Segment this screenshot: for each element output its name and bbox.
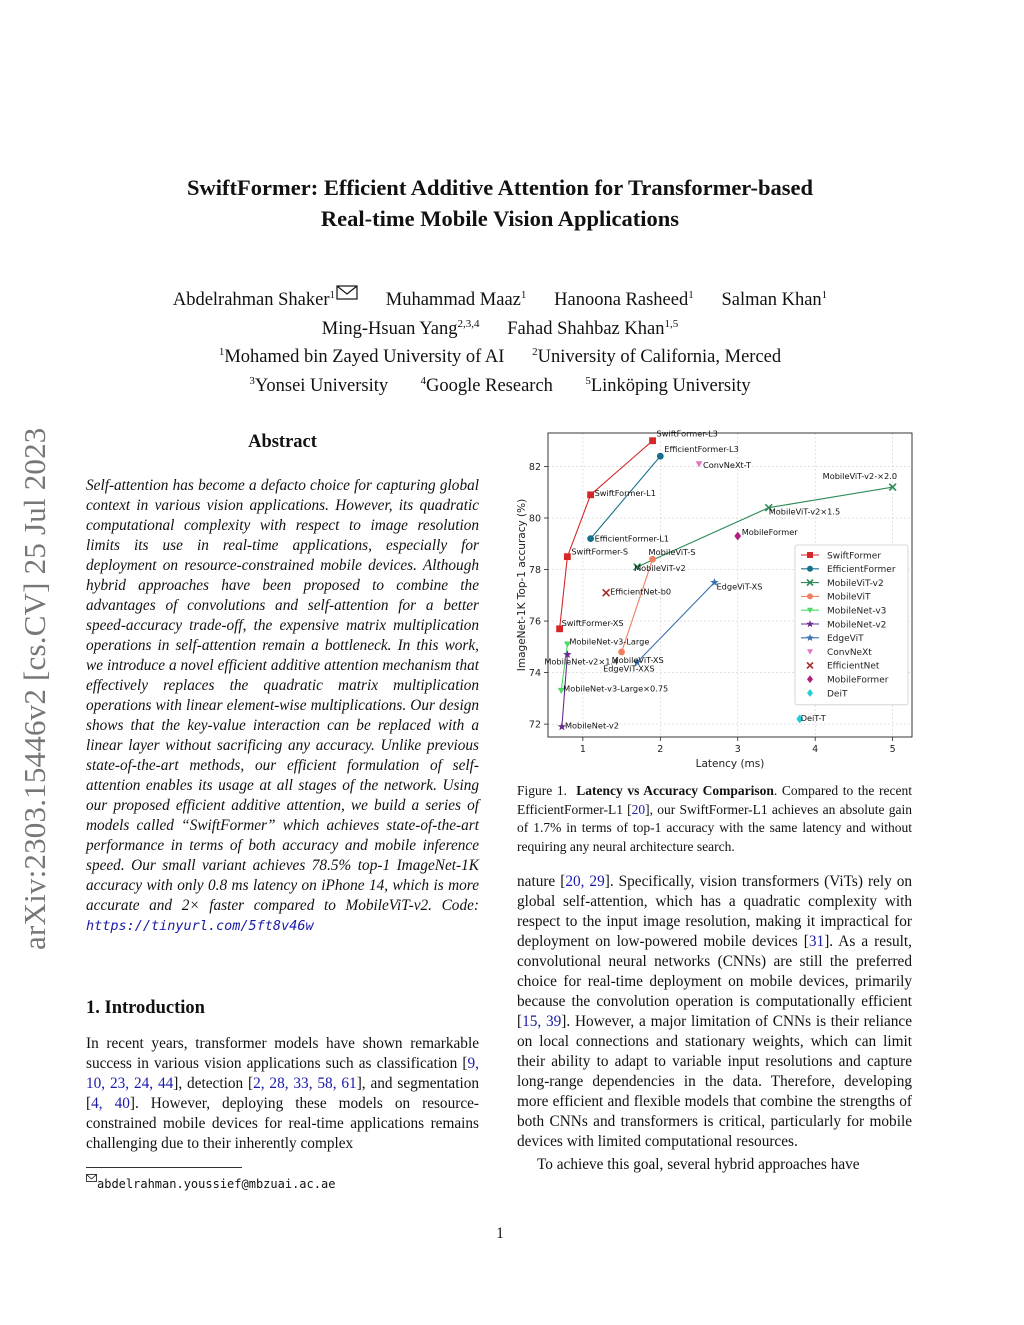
- affiliation: Mohamed bin Zayed University of AI: [224, 347, 505, 368]
- point-label: EfficientNet-b0: [610, 586, 672, 597]
- y-axis-label: ImageNet-1K Top-1 accuracy (%): [516, 498, 528, 672]
- section-heading-introduction: 1. Introduction: [86, 998, 205, 1018]
- author-affil-sup: 1: [688, 289, 694, 301]
- abstract-body: [86, 476, 479, 936]
- figure-1-caption: [517, 782, 912, 856]
- author-name: Muhammad Maaz: [385, 290, 521, 311]
- author-name: Abdelrahman Shaker: [172, 290, 330, 311]
- intro-text: ], detection [: [173, 1075, 254, 1092]
- intro-text: In recent years, transformer models have shown remarkable success in various vision applications such as classification [: [86, 1035, 479, 1072]
- author-affil-sup: 1,5: [664, 318, 679, 331]
- legend-marker: [807, 593, 813, 599]
- abstract-heading: Abstract: [248, 432, 317, 452]
- legend-label: MobileFormer: [827, 675, 889, 686]
- point-label: MobileViT-XS: [611, 654, 664, 665]
- affiliation-row-1: [0, 340, 1000, 369]
- author-affil-sup: 2,3,4: [457, 318, 480, 331]
- body-text: ]. As a result, convolutional neural networks (CNNs) are still the preferred choice for real-time deployment on mobile devices, primarily because the convolution operation is computationally efficient [: [517, 933, 912, 1030]
- x-tick-label: 2: [657, 744, 664, 755]
- affiliation: Yonsei University: [254, 376, 389, 397]
- author-affil-sup: 1: [520, 289, 527, 301]
- point-label: MobileViT-v2-×2.0: [822, 471, 898, 482]
- body-paragraph: [517, 872, 912, 1152]
- y-tick-label: 74: [528, 668, 541, 680]
- caption-title: Latency vs Accuracy Comparison: [576, 783, 774, 798]
- affiliation: Google Research: [426, 376, 553, 397]
- x-tick-label: 5: [889, 744, 896, 755]
- point-label: MobileNet-v2: [564, 720, 619, 731]
- legend-label: MobileViT: [827, 592, 871, 603]
- point-label: MobileNet-v3-Large×0.75: [563, 683, 669, 694]
- code-label: Code:: [441, 897, 479, 914]
- citation-link[interactable]: 20: [631, 801, 646, 817]
- legend-label: MobileNet-v2: [827, 620, 887, 631]
- intro-text: ]. However, deploying these models on resource-constrained mobile devices for real-time applications remains challenging due to their inherently complex: [86, 1095, 480, 1152]
- legend-label: SwiftFormer: [827, 551, 882, 562]
- footnote-email[interactable]: abdelrahman.youssief@mbzuai.ac.ae: [97, 1177, 336, 1191]
- caption-text: . Compared to the recent EfficientFormer-L1 [: [517, 783, 913, 817]
- title-line-1: SwiftFormer: Efficient Additive Attention for Transformer-based: [187, 175, 813, 200]
- data-point: [564, 553, 571, 560]
- envelope-icon: [86, 1171, 97, 1185]
- author-name: Fahad Shahbaz Khan: [507, 319, 665, 340]
- x-tick-label: 3: [734, 744, 741, 755]
- data-point: [587, 535, 594, 542]
- intro-text: ], and segmentation [: [86, 1075, 479, 1112]
- legend-label: ConvNeXt: [827, 647, 872, 658]
- body-text: ]. However, a major limitation of CNNs is their reliance on local connections and stationary weights, which can limit their ability to adapt to variable input resolutions and capture long-range dependencies in the data. Therefore, developing more efficient and flexible models that combine the strengths of both CNNs and transformers is critical, particularly for mobile devices with limited computational resources.: [517, 1013, 912, 1150]
- point-label: MobileFormer: [741, 527, 798, 538]
- author-name: Hanoona Rasheed: [554, 290, 689, 311]
- author-row-2: [0, 312, 1000, 341]
- code-link[interactable]: https://tinyurl.com/5ft8v46w: [86, 918, 314, 934]
- citation-link[interactable]: 9, 10, 23, 24, 44: [86, 1055, 479, 1092]
- point-label: SwiftFormer-XS: [561, 617, 624, 628]
- point-label: EfficientFormer-L1: [594, 533, 670, 544]
- y-tick-label: 76: [528, 616, 541, 628]
- legend-label: EfficientFormer: [827, 565, 896, 576]
- legend-label: EfficientNet: [827, 661, 880, 672]
- y-tick-label: 82: [528, 461, 541, 473]
- point-label: MobileViT-v2×1.5: [768, 506, 841, 517]
- point-label: EdgeViT-XS: [716, 581, 763, 592]
- affil-number: 2: [532, 346, 538, 358]
- citation-link[interactable]: 15, 39: [522, 1013, 562, 1030]
- footnote-rule: [86, 1167, 242, 1168]
- data-point: [657, 453, 664, 460]
- affil-number: 1: [218, 346, 225, 358]
- affiliation-list: [0, 340, 1000, 398]
- citation-link[interactable]: 2, 28, 33, 58, 61: [253, 1075, 357, 1092]
- author-list: [0, 283, 1000, 341]
- point-label: EfficientFormer-L3: [664, 444, 739, 455]
- body-text: ]. Specifically, vision transformers (ViTs) rely on global self-attention, which has a quadratic complexity with respect to the input image resolution, making it impractical for deployment on low-powered mobile devices [: [517, 873, 913, 950]
- legend-marker: [807, 566, 813, 572]
- y-tick-label: 72: [528, 719, 541, 731]
- point-label: MobileViT-S: [648, 547, 696, 558]
- citation-link[interactable]: 20, 29: [565, 873, 605, 890]
- legend-label: EdgeViT: [827, 634, 864, 645]
- point-label: EdgeViT-XXS: [603, 663, 655, 674]
- affil-number: 5: [585, 375, 591, 388]
- point-label: SwiftFormer-L3: [656, 428, 718, 439]
- point-label: SwiftFormer-L1: [594, 487, 656, 498]
- affiliation-row-2: [0, 369, 1000, 398]
- citation-link[interactable]: 4, 40: [91, 1095, 130, 1112]
- envelope-icon: [336, 283, 358, 307]
- affiliation: University of California, Merced: [537, 347, 782, 368]
- legend-label: DeiT: [827, 689, 848, 700]
- legend-marker: [807, 552, 813, 558]
- figure-1-chart: [510, 425, 920, 775]
- y-tick-label: 80: [528, 513, 541, 525]
- point-label: MobileViT-v2: [634, 562, 686, 573]
- footnote: [86, 1177, 335, 1191]
- x-tick-label: 4: [812, 744, 819, 755]
- abstract-text: Self-attention has become a defacto choice for capturing global context in various vision applications. However, its quadratic computational complexity with respect to image resolution limits its use in real-time applications, especially for deployment on resource-constrained mobile devices. Although hybrid approaches have been proposed to combine the advantages of convolutions and self-attention for a better speed-accuracy trade-off, the expensive matrix multiplication operations in self-attention remain a bottleneck. In this work, we introduce a novel efficient additive attention mechanism that effectively replaces the quadratic matrix multiplication operations with linear element-wise multiplications. Our design shows that the key-value interaction can be replaced with a linear layer without sacrificing any accuracy. Unlike previous state-of-the-art methods, our efficient formulation of self-attention enables its usage at all stages of the network. Using our proposed efficient additive attention, we build a series of models called “SwiftFormer” which achieves state-of-the-art performance in terms of both accuracy and mobile inference speed. Our small variant achieves 78.5% top-1 ImageNet-1K accuracy with only 0.8 ms latency on iPhone 14, which is more accurate and 2× faster compared to MobileViT-v2.: [86, 477, 479, 914]
- x-axis-label: Latency (ms): [695, 758, 765, 770]
- point-label: SwiftFormer-S: [571, 546, 629, 557]
- data-point: [649, 437, 656, 444]
- arxiv-identifier: arXiv:2303.15446v2 [cs.CV] 25 Jul 2023: [17, 427, 52, 950]
- point-label: ConvNeXt-T: [703, 459, 751, 470]
- point-label: MobileNet-v3-Large: [569, 636, 650, 647]
- affil-number: 3: [249, 375, 255, 388]
- body-text: nature [: [517, 873, 566, 890]
- right-column-body: [517, 872, 912, 1175]
- author-name: Ming-Hsuan Yang: [321, 319, 458, 340]
- legend-label: MobileNet-v3: [827, 606, 887, 617]
- data-point: [587, 491, 594, 498]
- point-label: MobileNet-v2×1.4: [544, 656, 619, 667]
- caption-label: Figure 1.: [517, 783, 568, 798]
- title-line-2: Real-time Mobile Vision Applications: [320, 206, 680, 231]
- y-tick-label: 78: [528, 565, 541, 577]
- author-row-1: [0, 283, 1000, 312]
- body-paragraph: To achieve this goal, several hybrid approaches have: [537, 1156, 860, 1173]
- x-tick-label: 1: [579, 744, 586, 755]
- page-number: 1: [496, 1225, 504, 1242]
- legend-label: MobileViT-v2: [827, 578, 884, 589]
- affil-number: 4: [420, 375, 427, 388]
- author-affil-sup: 1: [821, 289, 828, 301]
- affiliation: Linköping University: [590, 376, 751, 397]
- latency-accuracy-scatter: [510, 425, 920, 770]
- citation-link[interactable]: 31: [808, 933, 825, 950]
- paper-title: [0, 172, 1000, 234]
- caption-text: ], our SwiftFormer-L1 achieves an absolute gain of 1.7% in terms of top-1 accuracy with the same latency and without requiring any neural architecture search.: [517, 801, 912, 854]
- author-name: Salman Khan: [721, 290, 822, 311]
- point-label: DeiT-T: [800, 712, 826, 723]
- author-affil-sup: 1: [329, 289, 336, 301]
- introduction-paragraph: [86, 1034, 479, 1154]
